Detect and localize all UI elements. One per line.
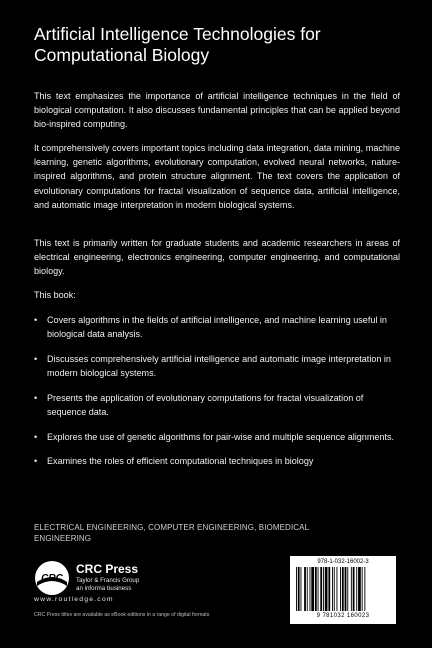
isbn-barcode — [290, 556, 396, 624]
this-book-label: This book: — [34, 290, 76, 300]
bullet-icon: • — [34, 315, 38, 325]
list-item — [34, 430, 400, 444]
publisher-name: CRC Press — [76, 562, 139, 576]
list-item-text: Examines the roles of efficient computational techniques in biology — [47, 456, 314, 467]
feature-list — [34, 313, 400, 479]
description-paragraph-2: It comprehensively covers important topics including data integration, data mining, machine learning, genetic algorithms, evolutionary computation, evolved neural networks, nature-inspired algorithms, and protein structure alignment. The text covers the application of evolutionary computations for fractal visualization of sequence data, artificial intelligence, and automatic image interpretation in modern biological systems. — [34, 143, 400, 210]
list-item — [34, 391, 400, 419]
list-item — [34, 454, 400, 468]
book-title: Artificial Intelligence Technologies for Computational Biology — [34, 24, 321, 65]
description-paragraph-3: This text is primarily written for graduate students and academic researchers in areas of electrical engineering, electronics engineering, computer engineering, and computational biology. — [34, 238, 400, 277]
bullet-icon: • — [34, 392, 38, 403]
list-item — [34, 313, 400, 341]
crc-press-logo-icon — [34, 560, 70, 596]
list-item-text: Presents the application of evolutionary computations for fractal visualization of sequence data. — [47, 392, 364, 418]
publisher-group: Taylor & Francis Group — [76, 577, 140, 584]
barcode-digits: 9 781032 160023 — [316, 613, 370, 619]
subject-categories: ELECTRICAL ENGINEERING, COMPUTER ENGINEERING, BIOMEDICAL ENGINEERING — [34, 523, 309, 543]
publisher-business: an informa business — [76, 585, 132, 592]
bullet-icon: • — [34, 431, 38, 442]
ebook-footnote: CRC Press titles are available as eBook editions in a range of digital formats — [34, 612, 210, 618]
list-item-text: Covers algorithms in the fields of artificial intelligence, and machine learning useful in biological data analysis. — [47, 315, 387, 340]
isbn-number: 978-1-032-16002-3 — [317, 559, 369, 565]
list-item — [34, 352, 400, 380]
bullet-icon: • — [34, 456, 38, 467]
description-paragraph-1: This text emphasizes the importance of artificial intelligence techniques in the field of biological computation. It also discusses fundamental principles that can be applied beyond bio-inspired computing. — [34, 91, 400, 130]
publisher-website: www.routledge.com — [34, 596, 114, 603]
list-item-text: Discusses comprehensively artificial intelligence and automatic image interpretation in modern biological systems. — [47, 353, 391, 379]
logo-lettering: CRC — [41, 573, 63, 584]
list-item-text: Explores the use of genetic algorithms for pair-wise and multiple sequence alignments. — [47, 431, 394, 442]
bullet-icon: • — [34, 353, 38, 364]
barcode-bars-icon — [294, 567, 392, 612]
